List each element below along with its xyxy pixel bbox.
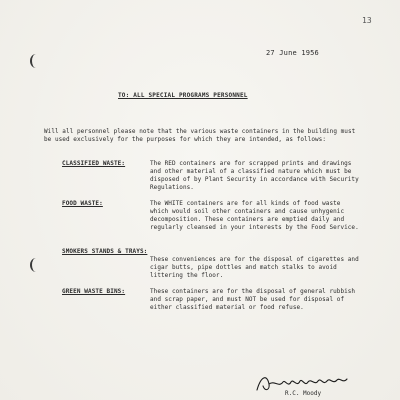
- section-label-smokers: SMOKERS STANDS & TRAYS:: [62, 248, 148, 255]
- section-label-food: FOOD WASTE:: [62, 200, 103, 207]
- signature-name: R.C. Moody: [285, 390, 322, 397]
- memo-intro: Will all personnel please note that the various waste containers in the building must be used exclusively for the purposes for which they are intended, as follows:: [44, 128, 356, 144]
- binder-hole: [30, 54, 42, 68]
- section-text-smokers: These conveniences are for the disposal of cigarettes and cigar butts, pipe dottles and match stalks to avoid littering the floor.: [150, 256, 359, 279]
- section-label-classified: CLASSIFIED WASTE:: [62, 160, 126, 167]
- binder-hole: [30, 258, 42, 272]
- section-text-food: The WHITE containers are for all kinds of food waste which would soil other containers and cause unhygenic decomposition. These containers are emptied daily and regularly cleansed in your interests by the Food Service.: [150, 200, 359, 231]
- section-text-green-bins: These containers are for the disposal of general rubbish and scrap paper, and must NOT be used for disposal of either classified material or food refuse.: [150, 288, 356, 311]
- memo-date: 27 June 1956: [266, 49, 319, 57]
- section-label-green-bins: GREEN WASTE BINS:: [62, 288, 126, 295]
- memo-heading: TO: ALL SPECIAL PROGRAMS PERSONNEL: [118, 92, 248, 99]
- section-text-classified: The RED containers are for scrapped prints and drawings and other material of a classified nature which must be disposed of by Plant Security in accordance with Security Regulations.: [150, 160, 359, 191]
- page-number: 13: [362, 16, 372, 25]
